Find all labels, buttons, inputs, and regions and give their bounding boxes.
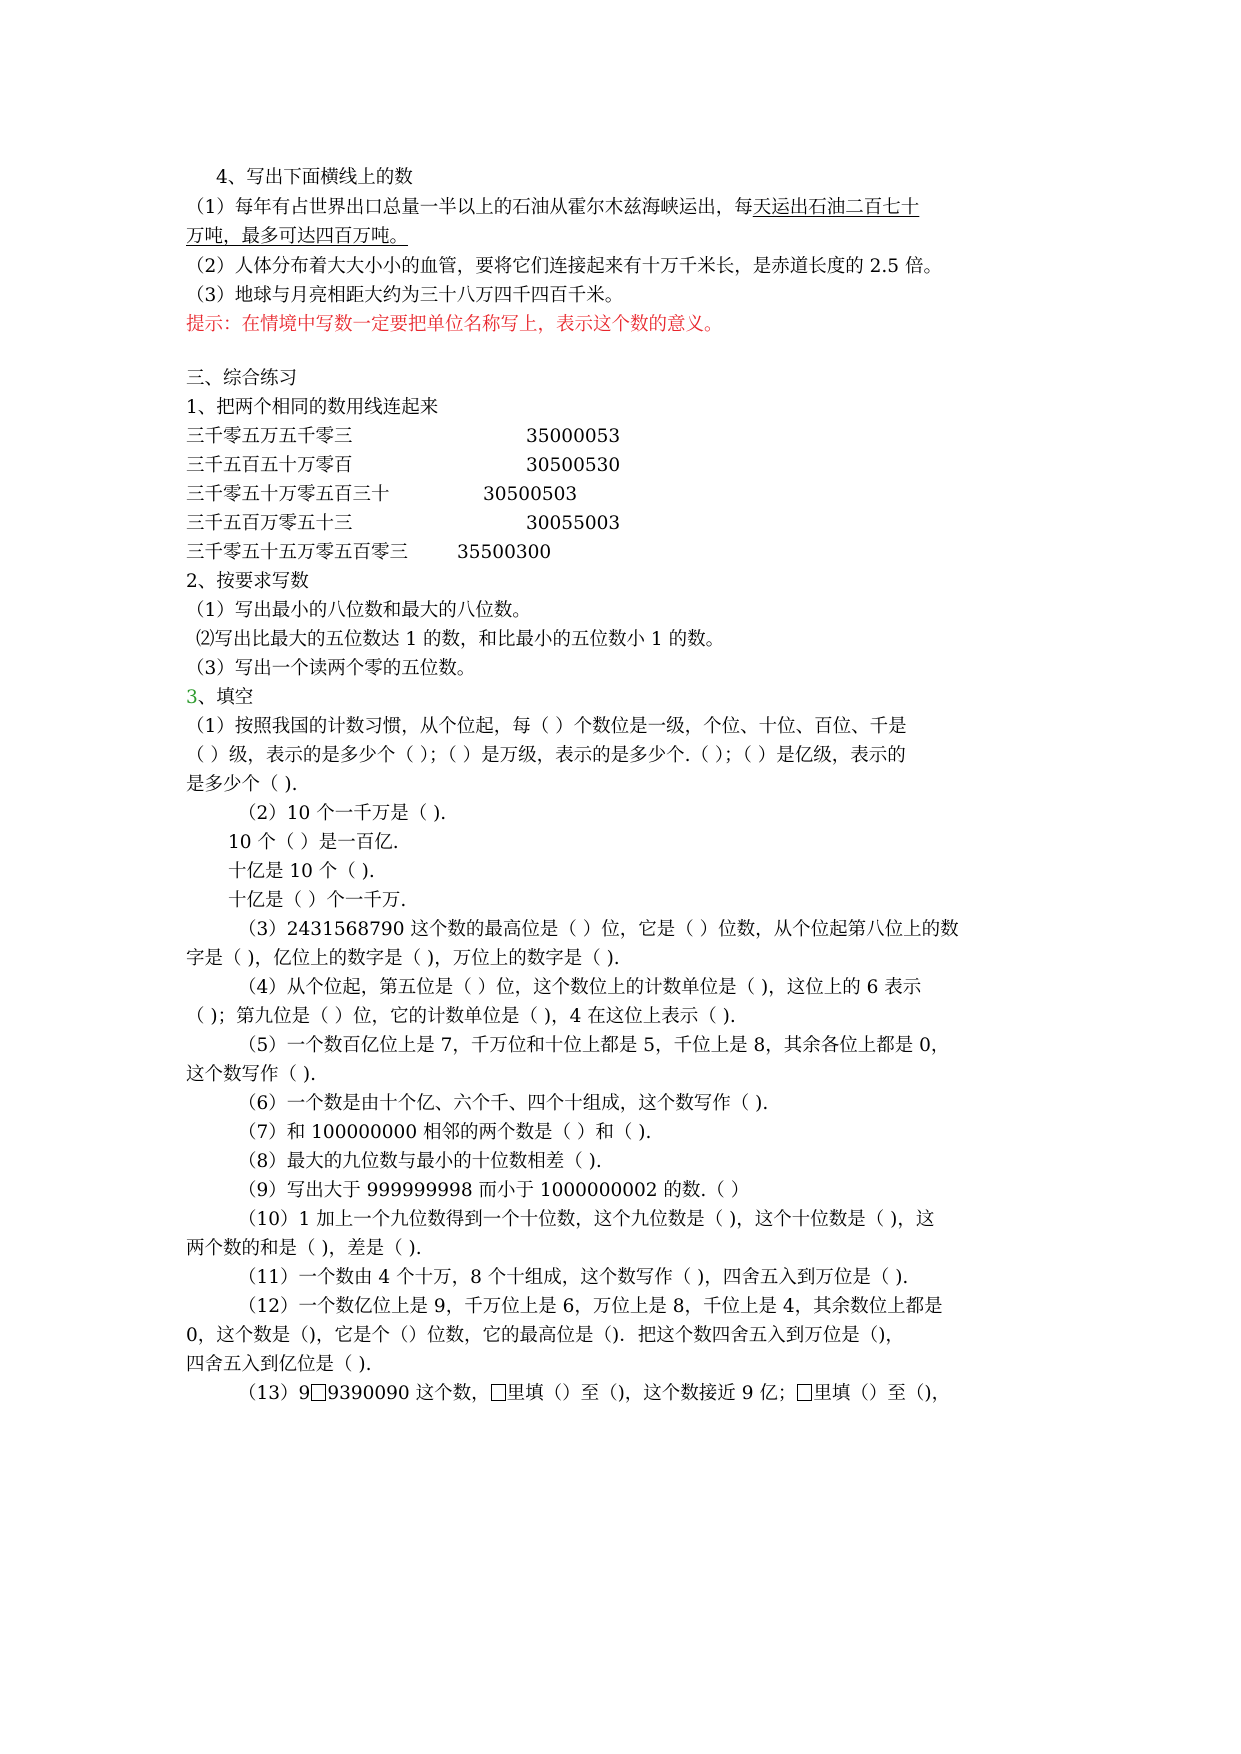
p2-item-2: ⑵写出比最大的五位数达 1 的数，和比最小的五位数小 1 的数。	[196, 629, 725, 650]
p2-title: 2、按要求写数	[186, 571, 309, 592]
pair-left-1: 三千零五万五千零三	[186, 426, 353, 447]
pair-right-1: 35000053	[526, 426, 621, 447]
fill-line: 0，这个数是（)，它是个（）位数，它的最高位是（)．把这个数四舍五入到万位是（)，	[186, 1325, 904, 1346]
pair-right-3: 30500503	[483, 484, 578, 505]
sec4-q1-underlined-2: 万吨，最多可达四百万吨。	[186, 226, 409, 247]
pair-left-4: 三千五百万零五十三	[186, 513, 353, 534]
fill-line: （ ）级，表示的是多少个（ ）；（ ）是万级，表示的是多少个.（ ）；（ ）是亿级，表示的	[186, 745, 906, 766]
p3-number: 3	[186, 687, 198, 708]
p2-item-1: （1）写出最小的八位数和最大的八位数。	[186, 600, 531, 621]
fill-13-part-a: （13）9	[238, 1383, 311, 1404]
p1-title: 1、把两个相同的数用线连起来	[186, 397, 439, 418]
fill-line: （4）从个位起，第五位是（ ）位，这个数位上的计数单位是（ )，这位上的 6 表示	[238, 977, 922, 998]
section-3-title: 三、综合练习	[186, 368, 298, 389]
sec4-q2: （2）人体分布着大大小小的血管，要将它们连接起来有十万千米长，是赤道长度的 2.5 倍。	[186, 256, 942, 277]
fill-line: （7）和 100000000 相邻的两个数是（ ）和（ ).	[238, 1122, 652, 1143]
fill-line: 十亿是（ ）个一千万.	[228, 890, 407, 911]
p2-item-3: （3）写出一个读两个零的五位数。	[186, 658, 476, 679]
fill-13-part-b: 9390090 这个数，	[327, 1383, 490, 1404]
sec4-tip: 提示：在情境中写数一定要把单位名称写上，表示这个数的意义。	[186, 314, 723, 335]
pair-right-4: 30055003	[526, 513, 621, 534]
pair-right-5: 35500300	[457, 542, 552, 563]
fill-line: 是多少个（ ).	[186, 774, 298, 795]
fill-line: （ )；第九位是（ ）位，它的计数单位是（ )，4 在这位上表示（ ).	[186, 1006, 736, 1027]
fill-line: （3）2431568790 这个数的最高位是（ ）位，它是（ ）位数，从个位起第八位上的数	[238, 919, 959, 940]
fill-line: 10 个（ ）是一百亿.	[228, 832, 399, 853]
fill-line: 这个数写作（ ).	[186, 1064, 316, 1085]
fill-13-part-d: 里填（）至（)，	[813, 1383, 951, 1404]
blank-square-icon	[311, 1384, 326, 1401]
fill-line-13	[238, 1382, 950, 1406]
fill-13-part-c: 里填（）至（)，这个数接近 9 亿；	[506, 1383, 797, 1404]
blank-square-icon	[797, 1384, 812, 1401]
fill-line: 四舍五入到亿位是（ ).	[186, 1354, 372, 1375]
pair-left-3: 三千零五十万零五百三十	[186, 484, 390, 505]
fill-line: 十亿是 10 个（ ).	[228, 861, 375, 882]
fill-line: 字是（ )，亿位上的数字是（ )，万位上的数字是（ ).	[186, 948, 620, 969]
sec4-q1-underlined-1: 天运出石油二百七十	[752, 197, 920, 218]
p3-title	[186, 686, 253, 710]
fill-line: （6）一个数是由十个亿、六个千、四个十组成，这个数写作（ ).	[238, 1093, 769, 1114]
sec4-q1-line1	[186, 196, 919, 220]
fill-line: （12）一个数亿位上是 9，千万位上是 6，万位上是 8，千位上是 4，其余数位上都是	[238, 1296, 943, 1317]
fill-line: （1）按照我国的计数习惯，从个位起，每（ ）个数位是一级，个位、十位、百位、千是	[186, 716, 907, 737]
pair-left-5: 三千零五十五万零五百零三	[186, 542, 409, 563]
section-4-title: 4、写出下面横线上的数	[216, 167, 413, 188]
fill-line: （9）写出大于 999999998 而小于 1000000002 的数.（ ）	[238, 1180, 750, 1201]
fill-line: （8）最大的九位数与最小的十位数相差（ ).	[238, 1151, 602, 1172]
fill-line: （5）一个数百亿位上是 7，千万位和十位上都是 5，千位上是 8，其余各位上都是 0，	[238, 1035, 950, 1056]
fill-line: 两个数的和是（ )，差是（ ).	[186, 1238, 422, 1259]
p3-title-text: 、填空	[197, 687, 254, 708]
fill-line: （10）1 加上一个九位数得到一个十位数，这个九位数是（ )，这个十位数是（ )，这	[238, 1209, 935, 1230]
blank-square-icon	[491, 1384, 506, 1401]
sec4-q3: （3）地球与月亮相距大约为三十八万四千四百千米。	[186, 285, 624, 306]
sec4-q1-line2	[186, 225, 408, 249]
fill-line: （11）一个数由 4 个十万，8 个十组成，这个数写作（ )，四舍五入到万位是（ ).	[238, 1267, 909, 1288]
fill-line: （2）10 个一千万是（ ).	[238, 803, 447, 824]
pair-left-2: 三千五百五十万零百	[186, 455, 353, 476]
pair-right-2: 30500530	[526, 455, 621, 476]
sec4-q1-text: （1）每年有占世界出口总量一半以上的石油从霍尔木兹海峡运出，每	[186, 197, 753, 218]
